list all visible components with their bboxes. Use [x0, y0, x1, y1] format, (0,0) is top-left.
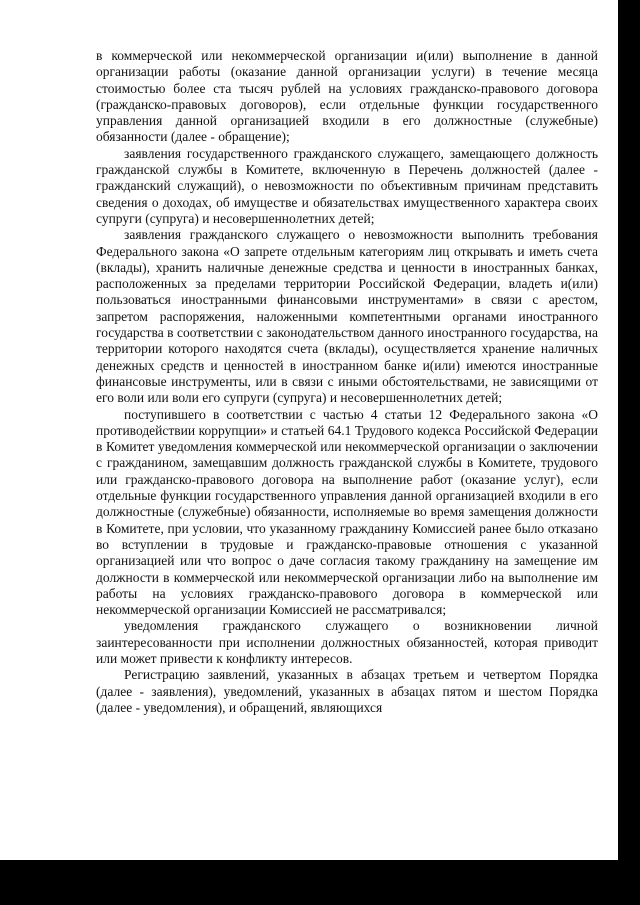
paragraph-uvedomlenie-organizacii: поступившего в соответствии с частью 4 статьи 12 Федерального закона «О противодействии коррупции» и статьей 64.1 Трудового кодекса Российской Федерации в Комитет уведомления коммерческой или некоммерческой организации о заключении с гражданином, замещавшим должность гражданской службы в Комитете, трудового или гражданско-правового договора на выполнение работ (оказание услуг), если отдельные функции государственного управления данной организацией входили в его должностные (служебные) обязанности, исполняемые во время замещения должности в Комитете, при условии, что указанному гражданину Комиссией ранее было отказано во вступлении в трудовые и гражданско-правовые отношения с указанной организацией или что вопрос о даче согласия такому гражданину на замещение им должности в коммерческой или некоммерческой организации либо на выполнение им работы на условиях гражданско-правового договора в коммерческой или некоммерческой организации Комиссией не рассматривался; — [96, 406, 598, 618]
paragraph-zayavlenie-scheta: заявления гражданского служащего о невозможности выполнить требования Федерального закона «О запрете отдельным категориям лиц открывать и иметь счета (вклады), хранить наличные денежные средства и ценности в иностранных банках, расположенных за пределами территории Российской Федерации, владеть и(или) пользоваться иностранными финансовыми инструментами» в связи с арестом, запретом распоряжения, наложенными компетентными органами иностранного государства в соответствии с законодательством данного иностранного государства, на территории которого находятся счета (вклады), осуществляется хранение наличных денежных средств и ценностей в иностранном банке и(или) имеются иностранные финансовые инструменты, или в связи с иными обстоятельствами, не зависящими от его воли или воли его супруги (супруга) и несовершеннолетних детей; — [96, 227, 598, 406]
scan-border-bottom — [0, 860, 640, 905]
paragraph-uvedomlenie-konflikt: уведомления гражданского служащего о возникновении личной заинтересованности при исполнении должностных обязанностей, которая приводит или может привести к конфликту интересов. — [96, 618, 598, 666]
document-body — [96, 48, 598, 716]
paragraph-zayavlenie-svedeniya: заявления государственного гражданского служащего, замещающего должность гражданской службы в Комитете, включенную в Перечень должностей (далее - гражданский служащий), о невозможности по объективным причинам представить сведения о доходах, об имуществе и обязательствах имущественного характера своих супруги (супруга) и несовершеннолетних детей; — [96, 145, 598, 226]
scan-border-right — [618, 0, 640, 905]
paragraph-registraciya: Регистрацию заявлений, указанных в абзацах третьем и четвертом Порядка (далее - заявления), уведомлений, указанных в абзацах пятом и шестом Порядка (далее - уведомления), и обращений, являющихся — [96, 667, 598, 715]
paragraph-obrashchenie: в коммерческой или некоммерческой организации и(или) выполнение в данной организации работы (оказание данной организации услуги) в течение месяца стоимостью более ста тысяч рублей на условиях гражданско-правового договора (гражданско-правовых договоров), если отдельные функции государственного управления данной организацией входили в его должностные (служебные) обязанности (далее - обращение); — [96, 48, 598, 145]
